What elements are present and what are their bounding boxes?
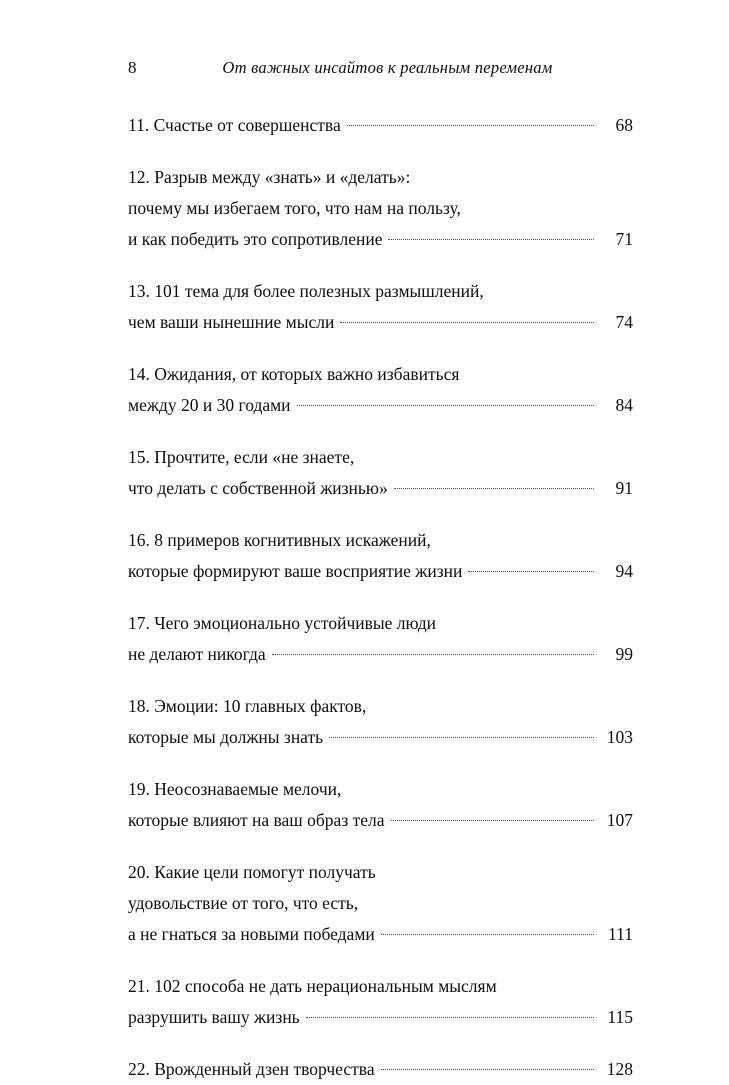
toc-page-number: 91: [615, 478, 633, 498]
toc-entry[interactable]: [128, 691, 633, 753]
toc-entry-line: [128, 473, 633, 504]
toc-entry-title: 20. Какие цели помогут получать: [128, 862, 376, 882]
toc-entry-line: [128, 805, 633, 836]
toc-entry[interactable]: [128, 857, 633, 950]
toc-page-number: 115: [607, 1007, 633, 1027]
toc-leader-dots: [391, 809, 594, 827]
toc-page-number: 94: [615, 561, 633, 581]
toc-entry-title: которые формируют ваше восприятие жизни: [128, 561, 463, 581]
toc-leader-dots: [372, 695, 594, 713]
toc-leader-dots: [468, 560, 594, 578]
toc-entry[interactable]: [128, 359, 633, 421]
toc-entry[interactable]: [128, 971, 633, 1033]
toc-page-number: 103: [606, 727, 633, 747]
toc-entry[interactable]: [128, 442, 633, 504]
toc-entry[interactable]: [128, 276, 633, 338]
toc-entry-line: [128, 639, 633, 670]
toc-leader-dots: [360, 446, 594, 464]
toc-leader-dots: [490, 280, 594, 298]
toc-page-number: 84: [615, 395, 633, 415]
toc-entry-line: [128, 722, 633, 753]
toc-entry-line: [128, 888, 633, 919]
toc-page-number: 128: [606, 1059, 633, 1079]
toc-entry-line: [128, 1054, 633, 1085]
toc-entry-line: [128, 1002, 633, 1033]
toc-entry-title: разрушить вашу жизнь: [128, 1007, 300, 1027]
toc-entry-title: а не гнаться за новыми победами: [128, 924, 375, 944]
page-number: 8: [128, 58, 137, 77]
toc-entry-line: [128, 442, 633, 473]
toc-entry-line: [128, 276, 633, 307]
toc-leader-dots: [347, 114, 594, 132]
toc-entry-title: которые влияют на ваш образ тела: [128, 810, 385, 830]
toc-leader-dots: [416, 166, 594, 184]
toc-page-number: 71: [615, 229, 633, 249]
toc-leader-dots: [329, 726, 594, 744]
toc-leader-dots: [347, 778, 594, 796]
toc-leader-dots: [306, 1006, 594, 1024]
toc-leader-dots: [442, 612, 594, 630]
toc-leader-dots: [297, 394, 594, 412]
toc-entry-title: чем ваши нынешние мысли: [128, 312, 335, 332]
toc-entry-title: не делают никогда: [128, 644, 266, 664]
toc-entry[interactable]: [128, 774, 633, 836]
toc-leader-dots: [503, 975, 594, 993]
toc-entry-title: 22. Врожденный дзен творчества: [128, 1059, 375, 1079]
toc-entry-line: [128, 971, 633, 1002]
toc-leader-dots: [465, 363, 594, 381]
toc-page-number: 99: [615, 644, 633, 664]
toc-entry-title: 11. Счастье от совершенства: [128, 115, 341, 135]
toc-entry-line: [128, 525, 633, 556]
toc-entry[interactable]: [128, 110, 633, 141]
toc-entry-title: 17. Чего эмоционально устойчивые люди: [128, 613, 436, 633]
toc-entry[interactable]: [128, 162, 633, 255]
toc-entry-title: почему мы избегаем того, что нам на пользу,: [128, 198, 461, 218]
toc-entry-title: 12. Разрыв между «знать» и «делать»:: [128, 167, 411, 187]
toc-entry-title: и как победить это сопротивление: [128, 229, 383, 249]
toc-page-number: 111: [608, 924, 633, 944]
table-of-contents: [128, 110, 633, 1085]
toc-entry[interactable]: [128, 1054, 633, 1085]
toc-entry-line: [128, 857, 633, 888]
toc-entry-line: [128, 608, 633, 639]
toc-entry-line: [128, 556, 633, 587]
toc-entry-line: [128, 691, 633, 722]
toc-leader-dots: [340, 311, 594, 329]
toc-leader-dots: [388, 228, 594, 246]
toc-page-number: 74: [615, 312, 633, 332]
toc-entry-title: удовольствие от того, что есть,: [128, 893, 359, 913]
toc-entry-line: [128, 774, 633, 805]
toc-entry-line: [128, 224, 633, 255]
toc-entry-title: 13. 101 тема для более полезных размышлений,: [128, 281, 484, 301]
toc-entry-title: между 20 и 30 годами: [128, 395, 291, 415]
toc-entry-title: что делать с собственной жизнью»: [128, 478, 388, 498]
toc-leader-dots: [382, 861, 594, 879]
toc-entry-line: [128, 162, 633, 193]
toc-leader-dots: [381, 1058, 594, 1076]
toc-entry[interactable]: [128, 608, 633, 670]
toc-entry-title: 15. Прочтите, если «не знаете,: [128, 447, 355, 467]
toc-leader-dots: [364, 892, 594, 910]
toc-entry-line: [128, 110, 633, 141]
toc-entry-title: 14. Ожидания, от которых важно избавиться: [128, 364, 460, 384]
toc-entry-title: 18. Эмоции: 10 главных фактов,: [128, 696, 367, 716]
toc-entry-line: [128, 359, 633, 390]
toc-leader-dots: [467, 197, 594, 215]
toc-entry-line: [128, 307, 633, 338]
toc-leader-dots: [381, 923, 594, 941]
running-head: [128, 58, 633, 84]
toc-entry-title: 21. 102 способа не дать нерациональным мыслям: [128, 976, 497, 996]
toc-leader-dots: [272, 643, 594, 661]
toc-page-number: 68: [615, 115, 633, 135]
toc-page-number: 107: [606, 810, 633, 830]
toc-entry-title: 19. Неосознаваемые мелочи,: [128, 779, 342, 799]
toc-entry-line: [128, 390, 633, 421]
toc-entry-line: [128, 193, 633, 224]
running-head-title: От важных инсайтов к реальным переменам: [222, 58, 553, 77]
toc-entry[interactable]: [128, 525, 633, 587]
toc-entry-line: [128, 919, 633, 950]
toc-entry-title: которые мы должны знать: [128, 727, 324, 747]
toc-entry-title: 16. 8 примеров когнитивных искажений,: [128, 530, 431, 550]
toc-leader-dots: [394, 477, 594, 495]
toc-leader-dots: [437, 529, 594, 547]
